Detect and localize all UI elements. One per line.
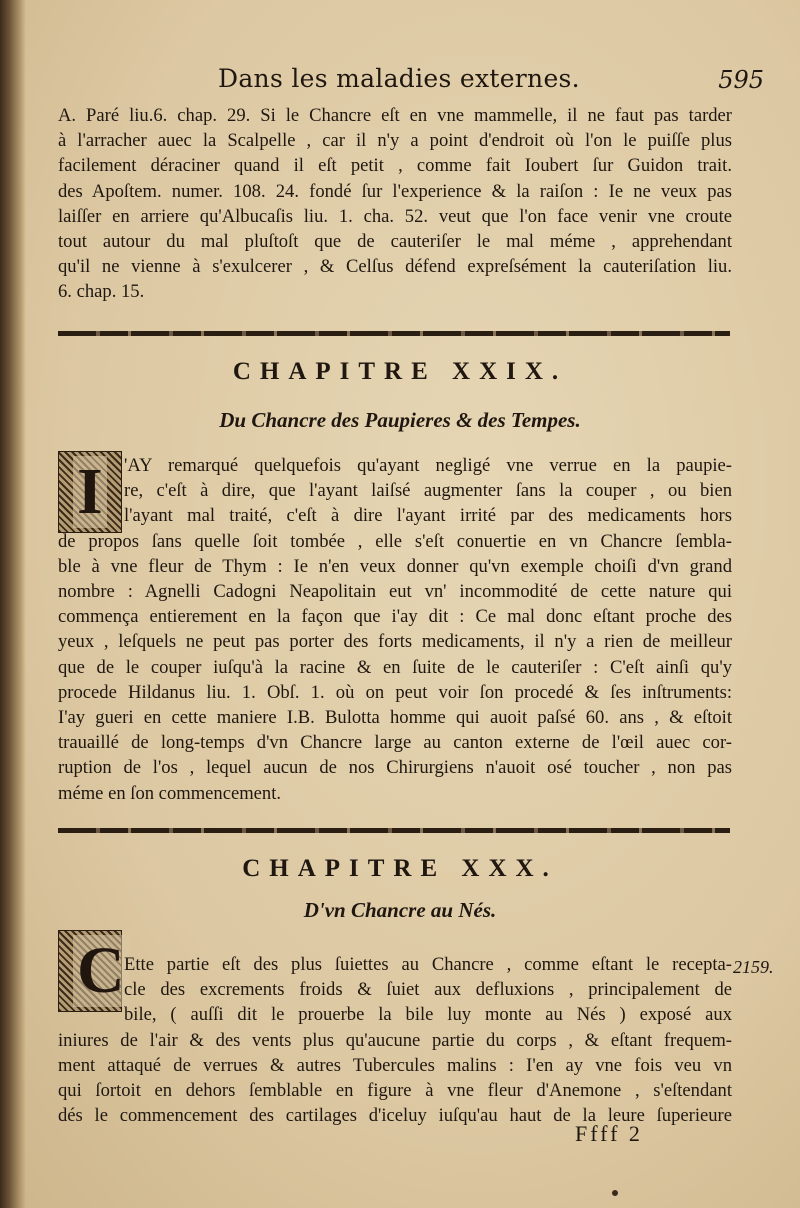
text-line: iniures de l'air & des vents plus qu'aucune partie du corps , & eſtant frequem- [58, 1029, 732, 1051]
dropcap-letter: C [73, 935, 129, 1007]
top-paragraph [58, 103, 732, 305]
text-line: cle des excrements froids & ſuiet aux defluxions , principalement de [124, 979, 732, 1001]
text-line: 'AY remarqué quelquefois qu'ayant negligé vne verrue en la paupie- [124, 455, 732, 476]
ornamental-rule [58, 331, 730, 336]
chapter-30-body [58, 952, 732, 1128]
text-line: ment attaqué de verrues & autres Tubercules malins : I'en ay vne fois veu vn [58, 1054, 732, 1076]
chapter-29-subtitle: Du Chancre des Paupieres & des Tempes. [219, 408, 581, 432]
page-header [0, 62, 800, 102]
ink-spot [612, 1190, 618, 1196]
binding-gutter [0, 0, 26, 1208]
text-line: tout autour du mal pluſtoſt que de cauteriſer le mal méme , apprehendant [58, 231, 732, 253]
text-line: méme en ſon commencement. [58, 782, 282, 804]
text-line: 6. chap. 15. [58, 281, 145, 303]
chapter-30-title: CHAPITRE XXX. [242, 855, 558, 882]
running-head: Dans les maladies externes. [218, 64, 580, 93]
text-line: yeux , leſquels ne peut pas porter des forts medicaments, il n'y a rien de meilleur [58, 631, 732, 653]
text-line: nombre : Agnelli Cadogni Neapolitain eut vn' incommodité de cette nature qui [58, 581, 732, 603]
text-line: à l'arracher auec la Scalpelle , car il n'y a point d'endroit où l'on le puiſſe plus [58, 130, 732, 152]
text-line: l'ayant mal traité, c'eſt à dire l'ayant irrité par des medicaments hors [124, 505, 732, 527]
text-line: dés le commencement des cartilages d'iceluy iuſqu'au haut de la leure ſuperieure [58, 1105, 732, 1127]
page-number: 595 [718, 66, 764, 94]
chapter-29-title: CHAPITRE XXIX. [232, 358, 568, 385]
chapter-30-subtitle: D'vn Chancre au Nés. [303, 898, 497, 922]
text-line: que de le couper iuſqu'à la racine & en ſuite de le cauteriſer : C'eſt ainſi qu'y [58, 656, 732, 678]
text-line: bile, ( auſſi dit le prouerbe la bile luy monte au Nés ) exposé aux [124, 1004, 732, 1026]
text-line: trauaillé de long-temps d'vn Chancre large au canton externe de l'œil auec cor- [58, 732, 732, 754]
text-line: re, c'eſt à dire, que l'ayant laiſsé augmenter ſans la couper , ou bien [124, 480, 732, 502]
text-line: procede Hildanus liu. 1. Obſ. 1. où on peut voir ſon procedé & ſes inſtruments: [58, 681, 732, 703]
text-line: A. Paré liu.6. chap. 29. Si le Chancre eſt en vne mammelle, il ne faut pas tarder [58, 105, 732, 126]
text-line: qu'il ne vienne à s'exulcerer , & Celſus défend expreſsément la cauteriſation liu. [58, 256, 732, 278]
text-line: I'ay gueri en cette maniere I.B. Bulotta homme qui auoit paſsé 60. ans , & eſtoit [58, 707, 732, 729]
chapter-29-body [58, 453, 732, 806]
dropcap-letter: I [73, 456, 107, 528]
ornamental-rule [58, 828, 730, 833]
text-line: ruption de l'os , lequel aucun de nos Chirurgiens n'auoit osé toucher , non pas [58, 757, 732, 779]
text-line: commença entierement en la façon que i'ay dit : Ce mal donc eſtant proche des [58, 606, 732, 628]
text-line: qui ſortoit en dehors ſemblable en figure à vne fleur d'Anemone , s'eſtendant [58, 1080, 732, 1102]
text-line: de propos ſans quelle ſoit tombée , elle s'eſt conuertie en vn Chancre ſembla- [58, 530, 732, 552]
signature-mark: Ffff 2 [575, 1121, 643, 1146]
text-line: facilement déraciner quand il eſt petit , comme fait Ioubert ſur Guidon trait. [58, 155, 732, 177]
margin-note: 2159. [733, 957, 774, 977]
text-line: Ette partie eſt des plus ſuiettes au Chancre , comme eſtant le recepta- [124, 954, 732, 975]
text-line: laiſſer en arriere qu'Albucaſis liu. 1. cha. 52. veut que l'on face venir vne croute [58, 205, 732, 227]
text-line: des Apoſtem. numer. 108. 24. fondé ſur l'experience & la raiſon : Ie ne veux pas [58, 180, 732, 202]
text-line: ble à vne fleur de Thym : Ie n'en veux donner qu'vn exemple choiſi d'vn grand [58, 555, 732, 577]
